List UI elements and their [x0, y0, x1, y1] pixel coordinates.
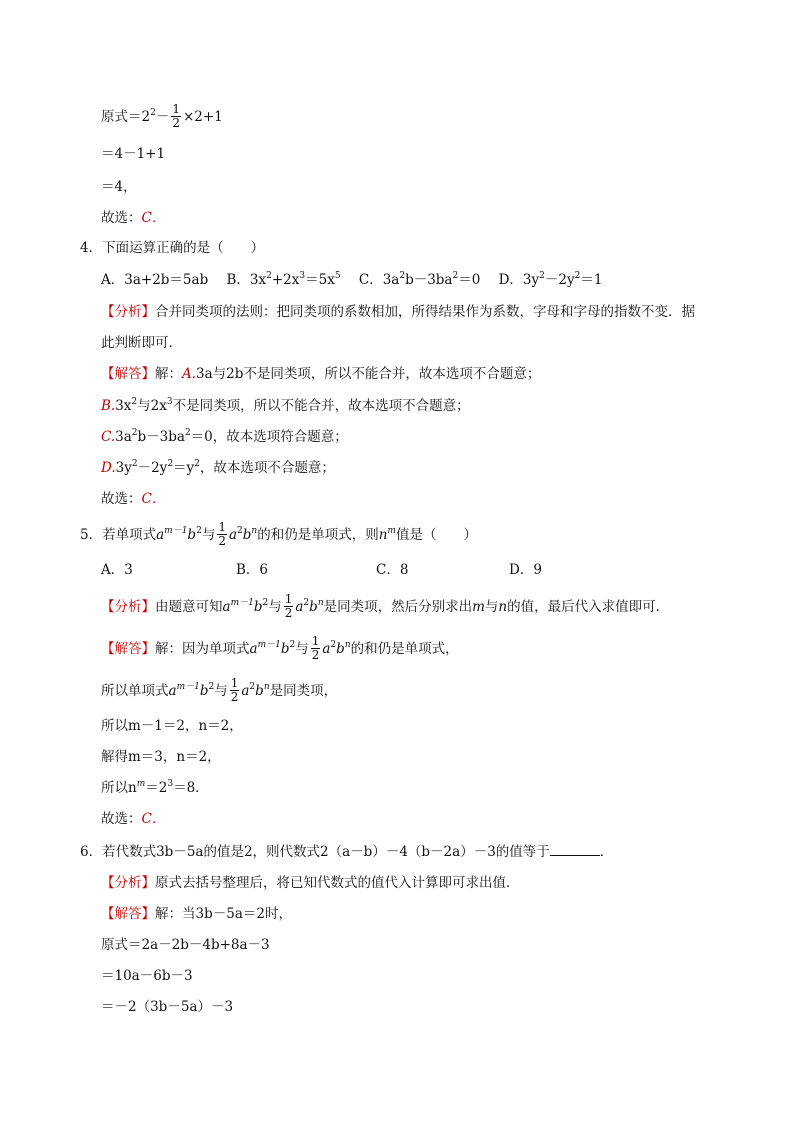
q3-text: 原式＝2 [101, 109, 151, 125]
answer-text: 不是同类项，所以不能合并，故本选项不合题意； [172, 398, 470, 414]
answer-text: ＝2 [145, 780, 168, 796]
analysis-text: b [253, 599, 263, 615]
answer-text: a [249, 641, 258, 657]
answer-sup: 2 [131, 459, 138, 469]
answer-text: a [322, 641, 331, 657]
opt-sup: 2 [266, 271, 272, 281]
analysis-text: 是同类项，然后分别求出 [323, 599, 473, 615]
answer-tag: 【解答】 [101, 641, 155, 657]
choose-answer: C． [141, 491, 166, 507]
stem-sup: m－1 [164, 526, 188, 536]
opt-sup: 2 [399, 271, 406, 281]
answer-text: 解：当3b－5a＝2时， [155, 906, 292, 922]
option-label: B. [101, 398, 116, 414]
q5-option-b: B．6 [236, 562, 269, 578]
analysis-text: a [222, 599, 231, 615]
answer-text: 解：因为单项式 [155, 641, 250, 657]
q4-answer-b [101, 396, 470, 416]
answer-text: ＝0，故本选项符合题意； [190, 429, 348, 445]
q6-line-3: ＝－2（3b－5a）－3 [101, 999, 234, 1015]
answer-sup: 2 [249, 682, 256, 692]
q3-sup: 2 [150, 108, 156, 118]
answer-sup: m [136, 779, 146, 789]
answer-text: b [280, 641, 290, 657]
answer-sup: 2 [167, 459, 174, 469]
stem-text: 6．若代数式3b－5a的值是2，则代数式2（a－b）－4（b－2a）－3的值等于 [80, 844, 550, 860]
answer-sup: n [344, 640, 351, 650]
opt-text: D．3y [498, 272, 540, 288]
answer-blank[interactable] [550, 843, 600, 856]
stem-sup: n [251, 526, 258, 536]
q4-option-a: A．3a+2b＝5ab [101, 272, 209, 288]
answer-sup: 2 [330, 640, 337, 650]
fraction-numerator: 1 [172, 102, 180, 116]
analysis-text: m [472, 599, 485, 615]
q3-text: ×2+1 [182, 109, 223, 125]
q5-option-d: D．9 [509, 562, 542, 578]
answer-text: 与 [214, 683, 228, 699]
q4-stem: 4．下面运算正确的是（ ） [80, 240, 265, 256]
q4-answer-c [101, 427, 348, 447]
stem-sup: 2 [237, 526, 243, 536]
answer-text: 的和仍是单项式， [350, 641, 459, 657]
option-label: D. [101, 460, 116, 476]
answer-text: 与2x [137, 398, 167, 414]
q4-options [101, 270, 602, 290]
q5-option-a: A．3 [101, 562, 133, 578]
q3-line-3: ＝4， [101, 179, 137, 195]
fraction-denominator: 2 [284, 606, 293, 620]
stem-text: b [242, 527, 252, 543]
q3-text: － [155, 109, 170, 125]
q5-choice [101, 809, 165, 829]
analysis-text: 原式去括号整理后，将已知代数式的值代入计算即可求出值． [155, 875, 520, 891]
answer-text: 3a [115, 429, 132, 445]
answer-sup: m－1 [176, 682, 200, 692]
analysis-text: 合并同类项的法则：把同类项的系数相加，所得结果作为系数，字母和字母的指数不变．据 [155, 304, 695, 320]
analysis-tag: 【分析】 [101, 599, 155, 615]
answer-tag: 【解答】 [101, 366, 155, 382]
q3-line-1 [101, 104, 223, 131]
stem-text: 的和仍是单项式，则 [257, 527, 379, 543]
stem-text: 5．若单项式 [80, 527, 157, 543]
opt-text: +2x [271, 272, 300, 288]
answer-sup: 2 [208, 682, 215, 692]
analysis-tag: 【分析】 [101, 304, 155, 320]
q6-answer [101, 904, 292, 924]
opt-sup: 2 [452, 271, 459, 281]
answer-text: 与 [295, 641, 309, 657]
q4-analysis-1 [101, 302, 695, 322]
fraction-denominator: 2 [218, 534, 226, 548]
analysis-text: 与 [268, 599, 282, 615]
analysis-text: n [498, 599, 508, 615]
answer-text: ＝8． [173, 780, 209, 796]
stem-sup: 2 [196, 526, 202, 536]
opt-text: C．3a [358, 272, 400, 288]
stem-text: 值是（ ） [395, 527, 477, 543]
fraction-denominator: 2 [172, 116, 180, 130]
answer-sup: 2 [289, 640, 296, 650]
analysis-text: 由题意可知 [155, 599, 223, 615]
q4-option-b [227, 270, 341, 290]
stem-text: a [228, 527, 238, 543]
q5-solve: 解得m＝3，n＝2， [101, 749, 221, 765]
choose-label: 故选： [101, 811, 142, 827]
answer-text: 3x [115, 398, 132, 414]
q4-answer-a [101, 364, 540, 384]
fraction-denominator: 2 [230, 690, 239, 704]
analysis-text: a [295, 599, 304, 615]
answer-text: b [199, 683, 209, 699]
choose-label: 故选： [101, 210, 142, 226]
q6-line-1: 原式＝2a－2b－4b+8a－3 [101, 937, 270, 953]
analysis-text: 与 [484, 599, 499, 615]
q5-analysis-fraction [284, 593, 294, 620]
answer-text: －2y [137, 460, 168, 476]
opt-text: ＝5x [305, 272, 335, 288]
opt-text: ＝1 [580, 272, 603, 288]
analysis-sup: 2 [262, 598, 269, 608]
answer-text: a [241, 683, 250, 699]
q4-option-d [499, 270, 603, 290]
answer-text: b [336, 641, 345, 657]
q3-line-2: ＝4－1+1 [101, 146, 166, 162]
answer-text: 3a与2b不是同类项，所以不能合并，故本选项不合题意； [196, 366, 541, 382]
answer-text: 是同类项， [269, 683, 338, 699]
answer-text: ，故本选项不合题意； [199, 460, 335, 476]
answer-sup: 2 [184, 428, 191, 438]
q4-analysis-2: 此判断即可． [101, 335, 182, 351]
fraction-numerator: 1 [218, 520, 226, 534]
opt-text: b－3ba [405, 272, 453, 288]
opt-text: ＝0 [458, 272, 481, 288]
opt-sup: 3 [299, 271, 306, 281]
q3-choice [101, 208, 165, 228]
choose-label: 故选： [101, 491, 142, 507]
analysis-sup: m－1 [230, 598, 254, 608]
q4-answer-d [101, 458, 335, 478]
opt-text: －2y [544, 272, 575, 288]
answer-sup: 2 [131, 428, 138, 438]
stem-text: ． [599, 844, 614, 860]
q5-so-2: 所以m－1＝2，n＝2， [101, 718, 243, 734]
q5-stem [80, 522, 477, 549]
fraction-numerator: 1 [284, 592, 293, 606]
answer-sup: m－1 [257, 640, 281, 650]
q5-fraction [217, 521, 227, 548]
answer-text: ＝y [173, 460, 195, 476]
q5-options [101, 560, 542, 580]
fraction-denominator: 2 [311, 648, 320, 662]
option-label: C. [101, 429, 116, 445]
q5-analysis [101, 594, 669, 621]
q6-stem [80, 842, 613, 862]
answer-text: 所以n [101, 780, 137, 796]
answer-text: a [168, 683, 177, 699]
answer-tag: 【解答】 [101, 906, 155, 922]
opt-sup: 2 [574, 271, 581, 281]
analysis-tag: 【分析】 [101, 875, 155, 891]
answer-sup: 2 [131, 397, 138, 407]
opt-sup: 5 [334, 271, 341, 281]
answer-text: b－3ba [137, 429, 185, 445]
q5-option-c: C．8 [376, 562, 409, 578]
answer-sup: n [263, 682, 270, 692]
answer-text: b [255, 683, 264, 699]
option-label: A. [182, 366, 197, 382]
q5-so-1 [101, 678, 337, 705]
q3-fraction [171, 103, 181, 130]
answer-sup: 2 [194, 459, 200, 469]
analysis-text: b [309, 599, 318, 615]
q5-answer-1 [101, 636, 459, 663]
analysis-sup: 2 [303, 598, 310, 608]
answer-text: 解： [155, 366, 182, 382]
choose-answer: C． [141, 210, 166, 226]
answer-sup: 3 [167, 779, 174, 789]
opt-text: B．3x [226, 272, 267, 288]
q6-analysis [101, 873, 520, 893]
q5-so-3 [101, 778, 209, 798]
answer-sup: 3 [166, 397, 173, 407]
analysis-text: 的值，最后代入求值即可． [507, 599, 670, 615]
q5-answer-fraction [311, 635, 321, 662]
answer-text: 3y [115, 460, 132, 476]
stem-text: a [156, 527, 165, 543]
stem-text: b [187, 527, 197, 543]
stem-sup: m [387, 526, 396, 536]
fraction-numerator: 1 [311, 634, 320, 648]
analysis-sup: n [317, 598, 324, 608]
answer-text: 所以单项式 [101, 683, 169, 699]
q4-option-c [359, 270, 480, 290]
opt-sup: 2 [539, 271, 545, 281]
stem-text: n [378, 527, 388, 543]
stem-text: 与 [201, 527, 216, 543]
q4-choice [101, 489, 165, 509]
q5-so-fraction [230, 677, 240, 704]
q6-line-2: ＝10a－6b－3 [101, 968, 193, 984]
choose-answer: C． [141, 811, 166, 827]
fraction-numerator: 1 [230, 676, 239, 690]
